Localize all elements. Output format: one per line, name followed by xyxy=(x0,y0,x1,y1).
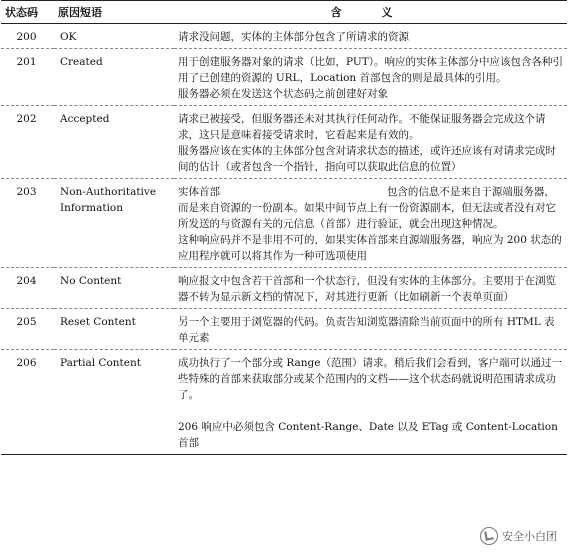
table-row xyxy=(1,268,567,309)
meaning-paragraph: 服务器应该在实体的主体部分包含对请求状态的描述，或许还应该有对请求完成时间的估计（或者包含一个指针，指向可以获取此信息的位置） xyxy=(178,145,556,173)
reason-phrase-cell: No Content xyxy=(54,268,174,309)
meaning-cell xyxy=(174,309,567,350)
reason-phrase-cell: Reset Content xyxy=(54,309,174,350)
meaning-paragraph: 成功执行了一个部分或 Range（范围）请求。稍后我们会看到，客户端可以通过一些特殊的首部来获取部分或某个范围内的文档——这个状态码就说明范围请求成功了。 xyxy=(178,357,562,401)
reason-phrase-cell: Created xyxy=(54,49,174,106)
reason-phrase-cell: Accepted xyxy=(54,106,174,179)
header-row xyxy=(1,1,567,24)
status-code-table xyxy=(1,0,567,455)
table-row xyxy=(1,309,567,350)
meaning-paragraph: 响应报文中包含若干首部和一个状态行，但没有实体的主体部分。主要用于在浏览器不转为显示新文档的情况下，对其进行更新（比如刷新一个表单页面） xyxy=(178,275,556,303)
meaning-cell xyxy=(174,179,567,268)
table-header xyxy=(1,1,567,24)
meaning-cell xyxy=(174,106,567,179)
meaning-paragraph: 206 响应中必须包含 Content-Range、Date 以及 ETag 或 Content-Location 首部 xyxy=(178,421,562,449)
status-code-cell: 203 xyxy=(1,179,54,268)
table-row xyxy=(1,49,567,106)
status-code-cell: 204 xyxy=(1,268,54,309)
header-status-code: 状态码 xyxy=(1,1,54,24)
reason-phrase-cell: OK xyxy=(54,24,174,49)
meaning-paragraph: 实体首部 包含的信息不是来自于源端服务器，而是来自资源的一份副本。如果中间节点上有一份资源副本，但无法或者没有对它所发送的与资源有关的元信息（首部）进行验证，就会出现这种情况。 xyxy=(178,186,556,230)
watermark-text: 安全小白团 xyxy=(502,530,557,543)
meaning-cell xyxy=(174,350,567,455)
table-body xyxy=(1,24,567,455)
meaning-paragraph xyxy=(178,403,563,419)
status-code-cell: 202 xyxy=(1,106,54,179)
meaning-paragraph: 请求已被接受，但服务器还未对其执行任何动作。不能保证服务器会完成这个请求，这只是意味着接受请求时，它看起来是有效的。 xyxy=(178,113,546,141)
table-row xyxy=(1,179,567,268)
reason-phrase-cell: Partial Content xyxy=(54,350,174,455)
header-reason-phrase: 原因短语 xyxy=(54,1,174,24)
status-code-cell: 205 xyxy=(1,309,54,350)
meaning-cell xyxy=(174,49,567,106)
meaning-paragraph: 用于创建服务器对象的请求（比如，PUT）。响应的实体主体部分中应该包含各种引用了已创建的资源的 URL，Location 首部包含的则是最具体的引用。 xyxy=(178,56,563,84)
reason-phrase-cell: Non-Authoritative Information xyxy=(54,179,174,268)
table-row xyxy=(1,350,567,455)
meaning-paragraph: 请求没问题，实体的主体部分包含了所请求的资源 xyxy=(178,31,409,43)
status-code-cell: 206 xyxy=(1,350,54,455)
watermark xyxy=(476,526,561,546)
status-code-cell: 201 xyxy=(1,49,54,106)
meaning-paragraph: 这种响应码并不是非用不可的，如果实体首部来自源端服务器，响应为 200 状态的应用程序就可以将其作为一种可选项使用 xyxy=(178,234,562,262)
meaning-paragraph: 另一个主要用于浏览器的代码。负责告知浏览器清除当前页面中的所有 HTML 表单元素 xyxy=(178,316,555,344)
meaning-cell xyxy=(174,268,567,309)
header-meaning: 含 义 xyxy=(174,1,567,24)
wechat-logo-icon xyxy=(480,527,498,545)
table-row xyxy=(1,106,567,179)
status-code-cell: 200 xyxy=(1,24,54,49)
table-row xyxy=(1,24,567,49)
meaning-cell xyxy=(174,24,567,49)
meaning-paragraph: 服务器必须在发送这个状态码之前创建好对象 xyxy=(178,88,388,100)
